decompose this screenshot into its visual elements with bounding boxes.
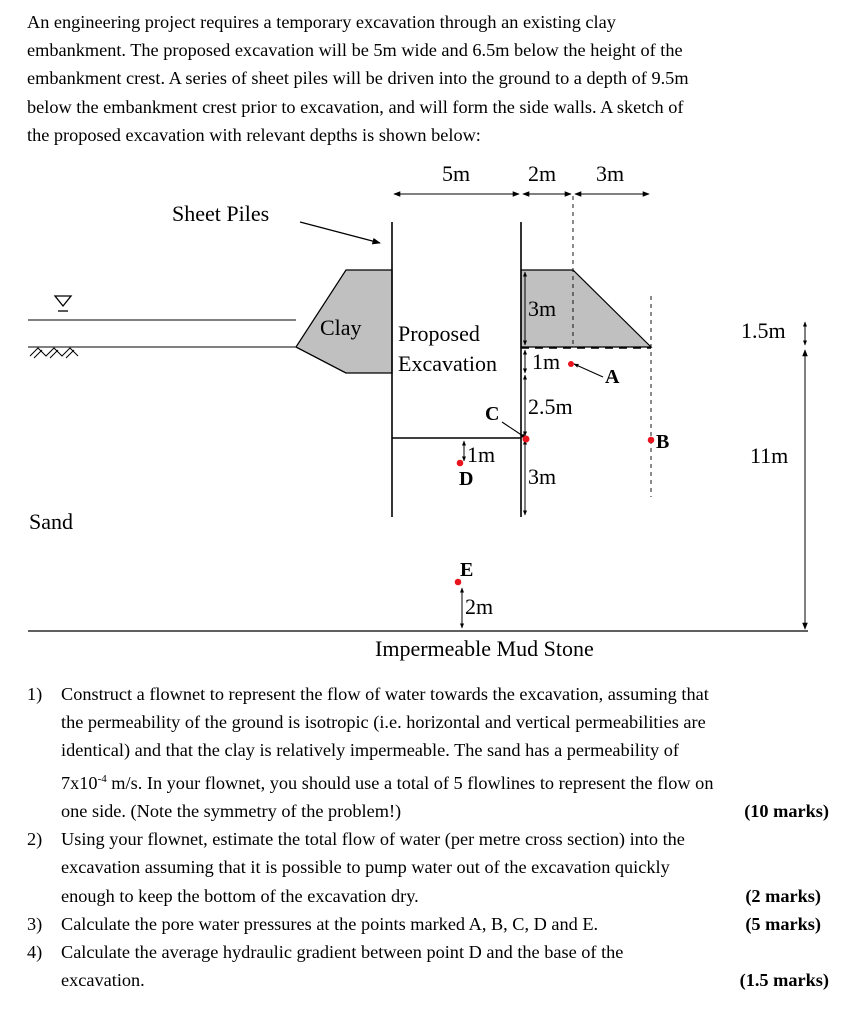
label-2-5m: 2.5m xyxy=(528,394,573,419)
label-3m-pile: 3m xyxy=(528,464,557,489)
question-number: 4) xyxy=(27,941,43,962)
permeability-exponent: -4 xyxy=(97,772,107,785)
question-1 xyxy=(27,680,827,825)
problem-intro xyxy=(27,8,827,149)
label-2m-top: 2m xyxy=(528,161,557,186)
intro-line: embankment. The proposed excavation will be 5m wide and 6.5m below the height of the xyxy=(27,40,683,61)
question-number: 1) xyxy=(27,684,43,704)
label-mudstone: Impermeable Mud Stone xyxy=(375,636,594,661)
question-3 xyxy=(27,910,827,938)
question-list xyxy=(27,680,827,994)
point-c-marker xyxy=(523,436,530,443)
label-3m-slope: 3m xyxy=(528,296,557,321)
question-line: Calculate the average hydraulic gradient between point D and the base of the xyxy=(61,941,624,962)
question-line xyxy=(61,797,827,825)
intro-line: An engineering project requires a temporary excavation through an existing clay xyxy=(27,12,616,32)
question-line xyxy=(61,882,827,910)
label-sheet-piles: Sheet Piles xyxy=(172,201,270,226)
label-11m: 11m xyxy=(750,443,789,468)
question-line xyxy=(61,966,827,994)
question-number: 2) xyxy=(27,829,43,850)
intro-line: embankment crest. A series of sheet piles will be driven into the ground to a depth of 9.5m xyxy=(27,68,689,89)
question-2 xyxy=(27,825,827,910)
question-line-text: Calculate the pore water pressures at the points marked A, B, C, D and E. xyxy=(61,913,599,934)
question-line-text: excavation. xyxy=(61,970,145,991)
marks: (2 marks) xyxy=(745,885,821,906)
label-point-c: C xyxy=(485,403,500,425)
label-2m-bottom: 2m xyxy=(465,594,494,619)
question-line-text: one side. (Note the symmetry of the problem!) xyxy=(61,800,402,821)
excavation-sketch xyxy=(0,150,856,670)
point-d-marker xyxy=(457,460,464,467)
ground-hatch-symbol-lower xyxy=(34,350,74,358)
label-3m-top: 3m xyxy=(596,161,625,186)
marks: (10 marks) xyxy=(744,800,829,821)
marks: (5 marks) xyxy=(745,913,821,934)
question-line: excavation assuming that it is possible to pump water out of the excavation quickly xyxy=(61,857,670,878)
question-line: Using your flownet, estimate the total flow of water (per metre cross section) into the xyxy=(61,829,685,850)
permeability-value: 7x10 xyxy=(61,772,98,793)
intro-line: below the embankment crest prior to excavation, and will form the side walls. A sketch of xyxy=(27,96,684,117)
label-point-a: A xyxy=(605,366,620,388)
label-point-d: D xyxy=(459,468,474,490)
point-b-marker xyxy=(648,437,655,444)
point-a-marker xyxy=(568,361,574,367)
question-line: Construct a flownet to represent the flow of water towards the excavation, assuming that xyxy=(61,684,709,704)
question-number: 3) xyxy=(27,913,43,934)
question-line: identical) and that the clay is relatively impermeable. The sand has a permeability of xyxy=(61,740,679,761)
label-clay: Clay xyxy=(320,315,362,340)
intro-line: the proposed excavation with relevant depths is shown below: xyxy=(27,124,481,145)
marks: (1.5 marks) xyxy=(739,970,829,991)
question-line xyxy=(61,910,827,938)
question-line: the permeability of the ground is isotropic (i.e. horizontal and vertical permeabilities are xyxy=(61,712,706,733)
question-line-permeability xyxy=(61,765,827,797)
question-line-text: enough to keep the bottom of the excavation dry. xyxy=(61,885,419,906)
label-5m: 5m xyxy=(442,161,471,186)
label-1m-upper: 1m xyxy=(532,349,561,374)
label-1-5m: 1.5m xyxy=(741,318,786,343)
label-point-b: B xyxy=(656,431,670,453)
label-1m-lower: 1m xyxy=(467,442,496,467)
label-excavation: Excavation xyxy=(398,351,497,376)
point-c-pointer xyxy=(502,422,526,438)
question-4 xyxy=(27,938,827,994)
sheet-piles-pointer xyxy=(300,222,380,243)
point-a-pointer xyxy=(574,364,603,377)
label-sand: Sand xyxy=(29,509,73,534)
label-proposed: Proposed xyxy=(398,321,480,346)
water-table-symbol xyxy=(55,296,71,306)
label-point-e: E xyxy=(460,559,474,581)
permeability-rest: m/s. In your flownet, you should use a total of 5 flowlines to represent the flow on xyxy=(106,772,714,793)
